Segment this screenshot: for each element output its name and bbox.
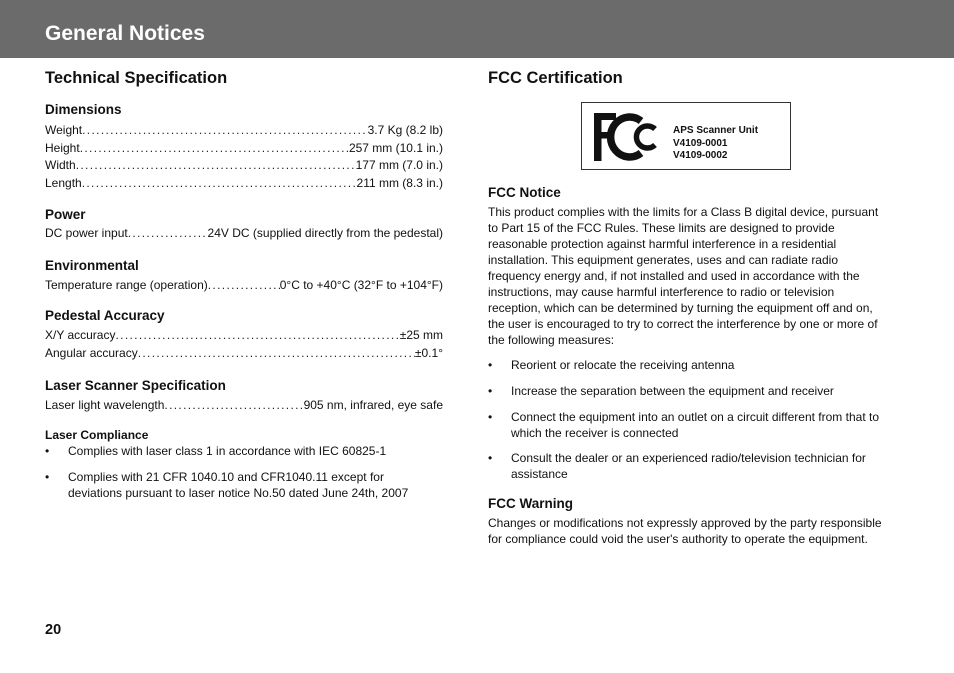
list-item: • Increase the separation between the equipment and receiver	[488, 384, 834, 398]
spec-row-temperature	[45, 277, 443, 295]
pedestal-list	[45, 327, 445, 362]
spec-value: ±0.1°	[414, 345, 443, 360]
spec-row-height	[45, 140, 443, 158]
page-number: 20	[45, 622, 62, 638]
product-name: APS Scanner Unit	[673, 125, 759, 136]
environmental-list	[45, 277, 445, 295]
spec-row-dc-power	[45, 225, 443, 243]
fcc-logo-icon	[592, 109, 666, 165]
spec-row-angular-accuracy	[45, 345, 443, 363]
bullet-icon: •	[488, 358, 493, 372]
list-item: • Complies with laser class 1 in accordance with IEC 60825-1	[45, 444, 387, 459]
spec-row-xy-accuracy	[45, 327, 443, 345]
spec-row-weight	[45, 122, 443, 140]
fcc-notice-text: This product complies with the limits for a Class B digital device, pursuant to Part 15 of the FCC Rules. These limits are designed to provide reasonable protection against harmful interference in a residential installation. This equipment generates, uses and can radiate radio frequency energy and, if not installed and used in accordance with the instructions, may cause harmful interference to radio or television reception, which can be determined by turning the equipment off and on, the user is encouraged to try to correct the interference by one or more of the following measures:	[488, 205, 879, 347]
section-title-fcc-certification: FCC Certification	[488, 69, 623, 87]
spec-value: ±25 mm	[399, 328, 443, 343]
heading-pedestal-accuracy: Pedestal Accuracy	[45, 308, 165, 324]
fcc-certification-column	[488, 66, 888, 547]
spec-value: 0°C to +40°C (32°F to +104°F)	[279, 277, 443, 292]
fcc-label-box	[581, 102, 791, 170]
bullet-icon: •	[488, 410, 493, 424]
model-number: V4109-0001	[673, 137, 728, 149]
spec-value: 905 nm, infrared, eye safe	[303, 397, 443, 412]
heading-environmental: Environmental	[45, 257, 139, 273]
heading-laser-scanner-specification: Laser Scanner Specification	[45, 377, 226, 393]
heading-dimensions: Dimensions	[45, 102, 122, 117]
header-banner	[0, 0, 954, 58]
fcc-warning-text: Changes or modifications not expressly approved by the party responsible for compliance could void the user's authority to operate the equipment.	[488, 516, 882, 546]
laser-list	[45, 397, 445, 415]
bullet-icon: •	[488, 384, 493, 398]
fcc-label-text	[673, 125, 758, 163]
spec-value: 177 mm (7.0 in.)	[355, 158, 443, 173]
page-title: General Notices	[45, 22, 205, 45]
list-item: • Complies with 21 CFR 1040.10 and CFR1040.11 except for deviations pursuant to laser notice No.50 dated June 24th, 2007	[45, 470, 409, 501]
spec-label: Weight	[45, 123, 83, 137]
spec-label: Laser light wavelength	[45, 397, 165, 412]
bullet-icon: •	[488, 451, 493, 465]
bullet-icon: •	[45, 470, 50, 485]
model-number: V4109-0002	[673, 150, 728, 161]
dimensions-list	[45, 122, 445, 193]
spec-label: Width	[45, 158, 76, 173]
spec-label: Height	[45, 140, 80, 155]
list-item: • Consult the dealer or an experienced radio/television technician for assistance	[488, 451, 866, 481]
heading-fcc-warning: FCC Warning	[488, 496, 573, 511]
spec-value: 24V DC (supplied directly from the pedestal)	[207, 225, 443, 240]
list-item: • Reorient or relocate the receiving antenna	[488, 358, 735, 372]
spec-label: Temperature range (operation)	[45, 277, 208, 292]
heading-fcc-notice: FCC Notice	[488, 185, 561, 200]
laser-compliance-list	[45, 443, 435, 501]
heading-laser-compliance: Laser Compliance	[45, 428, 149, 443]
bullet-icon: •	[45, 444, 50, 459]
spec-label: DC power input	[45, 225, 128, 240]
spec-value: 211 mm (8.3 in.)	[356, 176, 443, 191]
technical-specification-column	[45, 66, 445, 501]
spec-row-laser-wavelength	[45, 397, 443, 415]
section-title-technical-specification: Technical Specification	[45, 69, 228, 87]
heading-power: Power	[45, 206, 86, 222]
spec-label: X/Y accuracy	[45, 328, 116, 343]
spec-row-width	[45, 157, 443, 175]
spec-value: 3.7 Kg (8.2 lb)	[367, 123, 443, 137]
spec-label: Length	[45, 176, 82, 191]
list-item: • Connect the equipment into an outlet on a circuit different from that to which the receiver is connected	[488, 410, 879, 440]
fcc-measures-list	[488, 357, 888, 482]
spec-label: Angular accuracy	[45, 345, 138, 360]
spec-row-length	[45, 175, 443, 193]
spec-value: 257 mm (10.1 in.)	[348, 140, 443, 155]
power-list	[45, 225, 445, 243]
